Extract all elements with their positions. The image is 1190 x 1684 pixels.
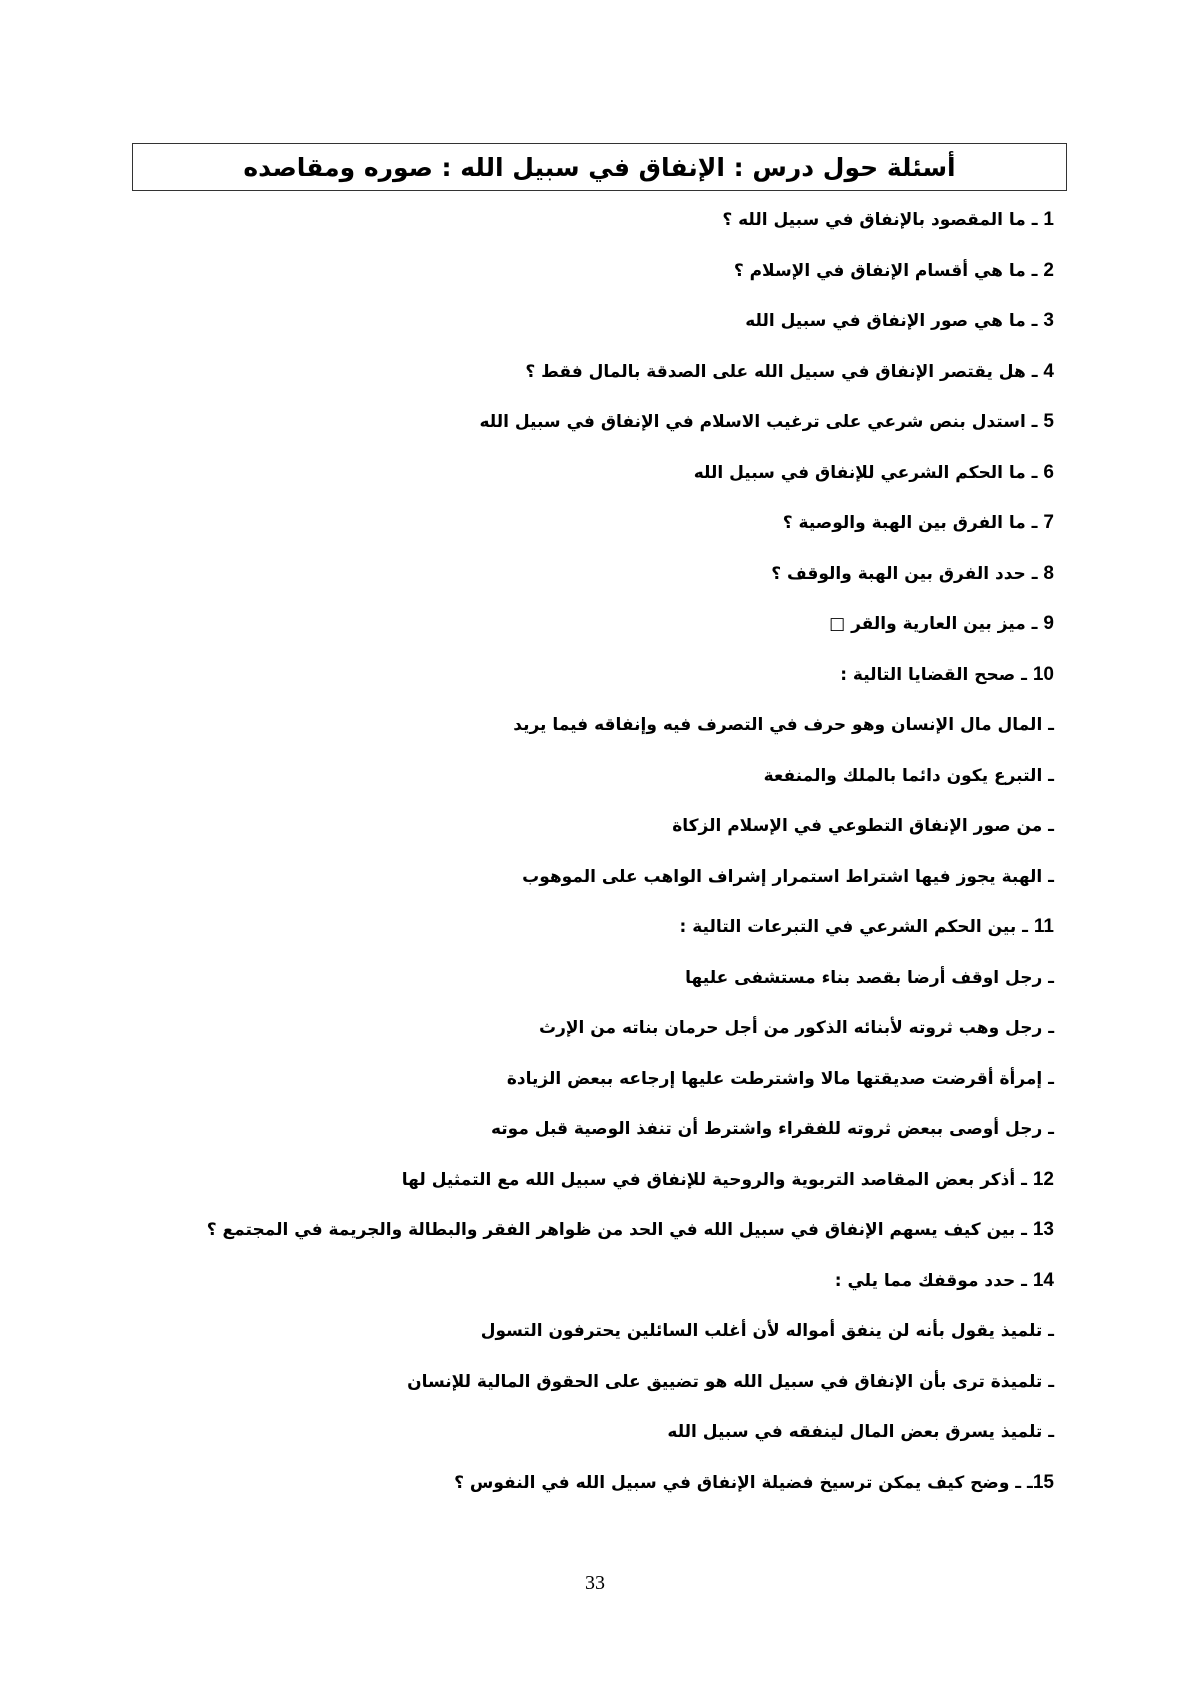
question-list [114,195,1054,1508]
sub-item-text: ـ المال مال الإنسان وهو حرف في التصرف فيه وإنفاقه فيما يريد [513,715,1054,735]
question-item [114,246,1054,297]
question-text: ـ ما هي صور الإنفاق في سبيل الله [745,311,1044,331]
question-text: ـ ـ وضح كيف يمكن ترسيخ فضيلة الإنفاق في سبيل الله في النفوس ؟ [454,1472,1033,1493]
question-text: ـ هل يقتصر الإنفاق في سبيل الله على الصدقة بالمال فقط ؟ [525,361,1044,382]
question-item [114,1458,1054,1509]
sub-item [114,1104,1054,1155]
question-number: 15 [1032,1471,1054,1493]
sub-item [114,700,1054,751]
title-box [132,143,1067,191]
question-text: ـ ميز بين العارية والقر □ [829,614,1044,634]
sub-item-text: ـ تلميذة ترى بأن الإنفاق في سبيل الله هو تضييق على الحقوق المالية للإنسان [407,1371,1054,1392]
sub-item-text: ـ رجل أوصى ببعض ثروته للفقراء واشترط أن تنفذ الوصية قبل موته [490,1119,1054,1139]
page-number: 33 [585,1572,605,1594]
question-item [114,498,1054,549]
question-text: ـ بين الحكم الشرعي في التبرعات التالية : [679,917,1034,937]
sub-item [114,1054,1054,1105]
question-item [114,296,1054,347]
question-number: 1 [1043,209,1054,230]
sub-item-text: ـ تلميذ يسرق بعض المال لينفقه في سبيل الله [667,1422,1054,1442]
question-number: 10 [1032,663,1054,685]
question-number: 12 [1032,1168,1054,1190]
question-item [114,1155,1054,1206]
sub-item [114,1003,1054,1054]
question-number: 13 [1032,1219,1054,1240]
question-number: 4 [1043,360,1054,382]
question-item [114,1205,1054,1256]
question-item [114,549,1054,600]
sub-item [114,1407,1054,1458]
question-item [114,599,1054,650]
question-text: ـ ما الفرق بين الهبة والوصية ؟ [782,513,1044,533]
sub-item [114,1357,1054,1408]
question-text: ـ ما هي أقسام الإنفاق في الإسلام ؟ [733,260,1044,281]
sub-item [114,751,1054,802]
question-number: 11 [1033,916,1054,937]
sub-item-text: ـ التبرع يكون دائما بالملك والمنفعة [763,765,1054,786]
question-item [114,902,1054,953]
question-item [114,397,1054,448]
question-item [114,1256,1054,1307]
page-title: أسئلة حول درس : الإنفاق في سبيل الله : صوره ومقاصده [243,152,956,182]
question-item [114,347,1054,398]
question-number: 8 [1043,562,1054,584]
question-text: ـ بين كيف يسهم الإنفاق في سبيل الله في الحد من ظواهر الفقر والبطالة والجريمة في المجتمع ؟ [206,1220,1033,1240]
question-text: ـ أذكر بعض المقاصد التربوية والروحية للإنفاق في سبيل الله مع التمثيل لها [401,1169,1033,1190]
question-number: 2 [1043,259,1054,281]
question-text: ـ حدد الفرق بين الهبة والوقف ؟ [771,563,1044,584]
question-item [114,448,1054,499]
question-item [114,195,1054,246]
question-text: ـ ما الحكم الشرعي للإنفاق في سبيل الله [693,462,1044,483]
sub-item-text: ـ تلميذ يقول بأنه لن ينفق أمواله لأن أغلب السائلين يحترفون التسول [480,1321,1054,1341]
question-text: ـ حدد موقفك مما يلي : [834,1270,1033,1291]
sub-item-text: ـ رجل اوقف أرضا بقصد بناء مستشفى عليها [685,967,1054,988]
sub-item-text: ـ رجل وهب ثروته لأبنائه الذكور من أجل حرمان بناته من الإرث [538,1018,1054,1038]
question-text: ـ صحح القضايا التالية : [840,664,1033,685]
sub-item-text: ـ من صور الإنفاق التطوعي في الإسلام الزكاة [672,816,1054,836]
sub-item [114,852,1054,903]
sub-item [114,1306,1054,1357]
sub-item [114,953,1054,1004]
sub-item-text: ـ الهبة يجوز فيها اشتراط استمرار إشراف الواهب على الموهوب [522,866,1054,887]
question-number: 7 [1043,512,1054,533]
question-number: 5 [1043,411,1054,432]
question-number: 3 [1043,310,1054,331]
sub-item [114,801,1054,852]
question-number: 14 [1032,1269,1054,1291]
question-text: ـ استدل بنص شرعي على ترغيب الاسلام في الإنفاق في سبيل الله [479,412,1044,432]
question-item [114,650,1054,701]
question-text: ـ ما المقصود بالإنفاق في سبيل الله ؟ [722,210,1044,230]
sub-item-text: ـ إمرأة أقرضت صديقتها مالا واشترطت عليها إرجاعه ببعض الزيادة [506,1068,1054,1089]
question-number: 9 [1043,613,1054,634]
question-number: 6 [1043,461,1054,483]
